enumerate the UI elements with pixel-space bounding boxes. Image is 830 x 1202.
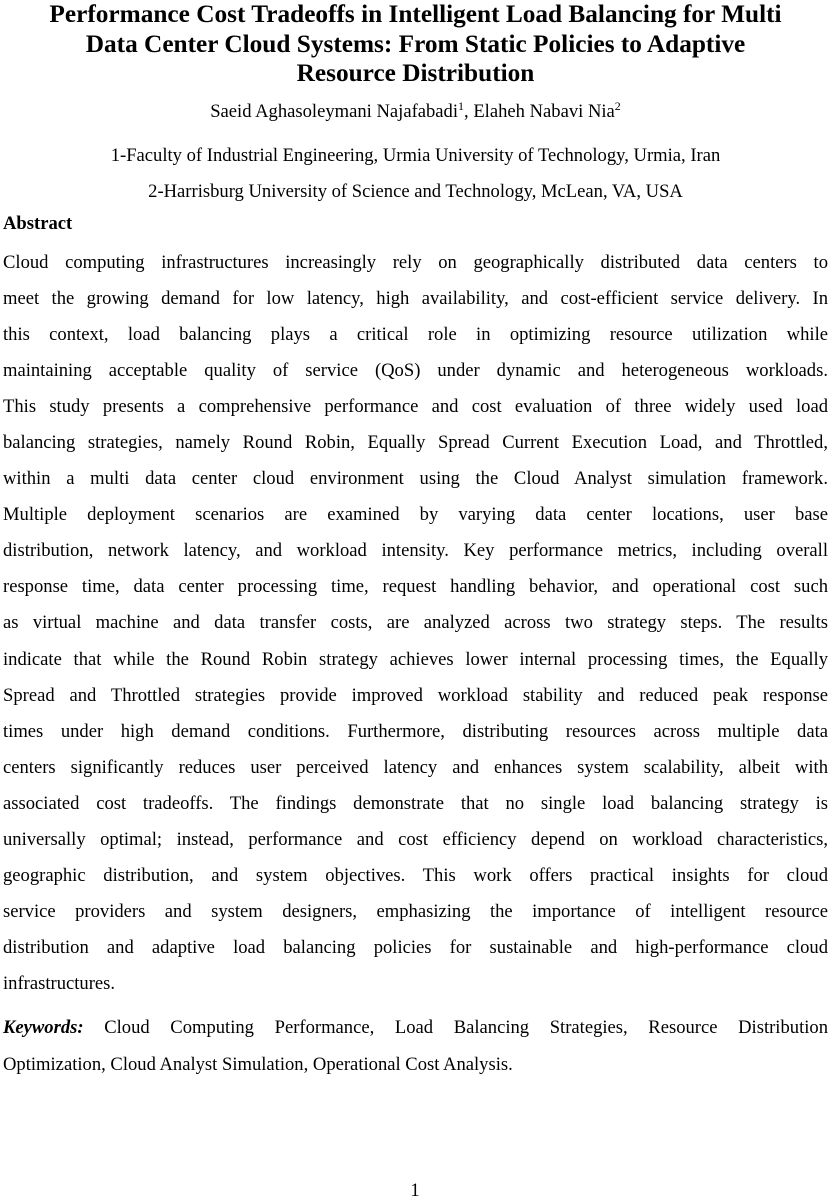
affiliation: 2-Harrisburg University of Science and Technology, McLean, VA, USA — [148, 180, 683, 202]
abstract-line: distribution, network latency, and workload intensity. Key performance metrics, including overall — [3, 540, 828, 562]
title-line: Performance Cost Tradeoffs in Intelligent Load Balancing for Multi — [49, 0, 782, 28]
keywords-label: Keywords: — [3, 1017, 84, 1039]
abstract-line: universally optimal; instead, performance and cost efficiency depend on workload characteristics, — [3, 829, 828, 850]
author-separator: , — [464, 100, 474, 122]
abstract-line: as virtual machine and data transfer costs, are analyzed across two strategy steps. The results — [3, 612, 828, 634]
keywords-text: Cloud Computing Performance, Load Balancing Strategies, Resource Distribution — [83, 1017, 828, 1039]
keywords-section — [3, 1010, 828, 1082]
abstract-line: infrastructures. — [3, 973, 116, 995]
abstract-line: response time, data center processing time, request handling behavior, and operational cost such — [3, 576, 828, 598]
abstract-line: Spread and Throttled strategies provide improved workload stability and reduced peak response — [3, 684, 828, 706]
abstract-line: within a multi data center cloud environment using the Cloud Analyst simulation framework. — [3, 468, 828, 490]
abstract-line: geographic distribution, and system objectives. This work offers practical insights for cloud — [3, 865, 828, 887]
abstract-line: indicate that while the Round Robin strategy achieves lower internal processing times, the Equally — [3, 648, 828, 670]
abstract-line: this context, load balancing plays a critical role in optimizing resource utilization while — [3, 323, 828, 345]
abstract-line: This study presents a comprehensive performance and cost evaluation of three widely used load — [3, 395, 828, 417]
abstract-line: associated cost tradeoffs. The findings demonstrate that no single load balancing strategy is — [3, 792, 828, 814]
title-line: Resource Distribution — [296, 59, 535, 87]
author-list — [3, 98, 828, 123]
keywords-line: Optimization, Cloud Analyst Simulation, Operational Cost Analysis. — [3, 1053, 513, 1075]
abstract-line: maintaining acceptable quality of service (QoS) under dynamic and heterogeneous workloads. — [3, 359, 828, 381]
abstract-line: Cloud computing infrastructures increasingly rely on geographically distributed data centers to — [3, 251, 828, 273]
abstract-body — [3, 245, 828, 1003]
abstract-line: meet the growing demand for low latency, high availability, and cost-efficient service delivery. In — [3, 287, 828, 309]
abstract-line: distribution and adaptive load balancing policies for sustainable and high-performance cloud — [3, 937, 828, 959]
keywords-line — [3, 1010, 828, 1046]
author-affiliation-mark: 1 — [458, 98, 465, 113]
abstract-line: times under high demand conditions. Furthermore, distributing resources across multiple data — [3, 720, 828, 742]
abstract-line: Multiple deployment scenarios are examined by varying data center locations, user base — [3, 504, 828, 526]
author-name: Saeid Aghasoleymani Najafabadi — [210, 100, 459, 122]
page-number: 1 — [410, 1180, 420, 1201]
abstract-line: service providers and system designers, emphasizing the importance of intelligent resource — [3, 901, 828, 923]
paper-title — [3, 0, 828, 89]
author-name: Elaheh Nabavi Nia — [473, 100, 615, 122]
abstract-heading: Abstract — [3, 212, 73, 234]
title-line: Data Center Cloud Systems: From Static Policies to Adaptive — [85, 29, 746, 58]
abstract-line: balancing strategies, namely Round Robin, Equally Spread Current Execution Load, and Throttled, — [3, 431, 828, 453]
affiliation: 1-Faculty of Industrial Engineering, Urmia University of Technology, Urmia, Iran — [110, 144, 721, 166]
abstract-line: centers significantly reduces user perceived latency and enhances system scalability, albeit with — [3, 756, 828, 778]
author-affiliation-mark: 2 — [614, 98, 621, 113]
